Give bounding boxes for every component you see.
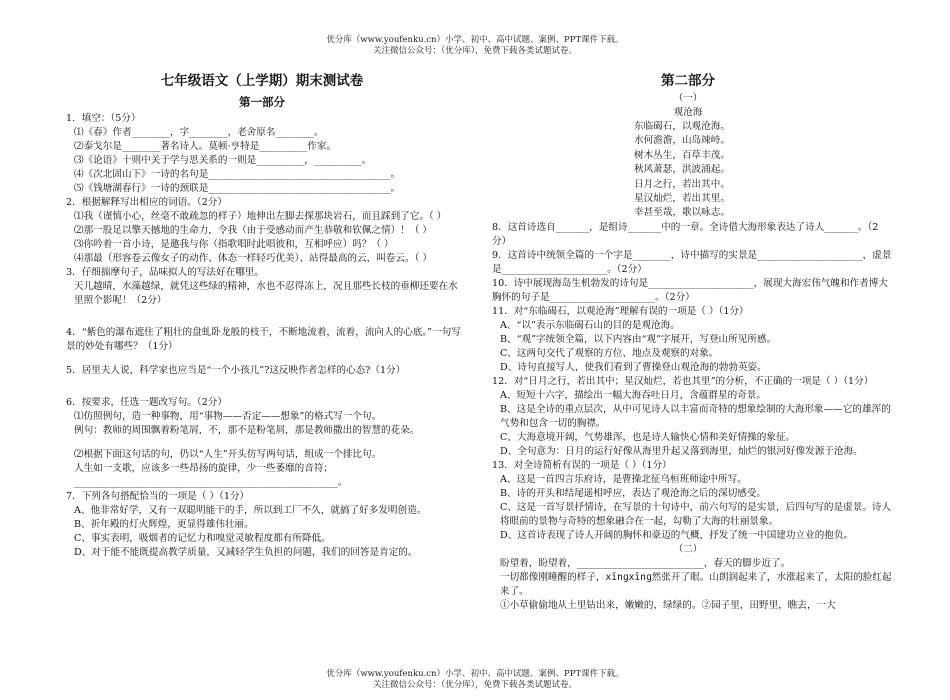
section-one-label: （一） — [673, 93, 703, 104]
prose-paragraph: ①小草偷偷地从土里钻出来，嫩嫩的，绿绿的。②园子里，田野里，瞧去，一大 — [500, 599, 836, 611]
question-7-option-d: D、对于能不能既提高教学质量，又减轻学生负担的问题，我们的回答是肯定的。 — [74, 547, 418, 558]
footer-line-1: 优分库（www.youfenku.cn）小学、初中、高中试题、案例、PPT课件下载。 — [326, 669, 624, 679]
question-3: 3．仔细揣摩句子，品味拟人的写法好在哪里。 — [66, 267, 264, 278]
exam-title: 七年级语文（上学期）期末测试卷 — [160, 73, 364, 89]
question-12-option-c: C、大海意境开阔，气势雄浑，也是诗人输快心情和美好情操的象征。 — [500, 431, 796, 443]
question-11-option-c: C、这两句交代了观察的方位、地点及观察的对象。 — [500, 347, 719, 359]
prose-paragraph: 一切都像刚睡醒的样子，xīnɡxīnɡ然张开了眼。山朗润起来了，水涨起来了，太阳的脸红起来了。 — [500, 571, 892, 597]
poem-line: 幸甚至哉，歌以咏志。 — [634, 207, 730, 219]
left-column — [58, 70, 466, 560]
question-11-option-b: B、“观”字统领全篇，以下内容由“观”字展开，写登山所见所感。 — [500, 333, 777, 345]
question-6: 6．按要求，任选一题改写句。（2分） — [66, 397, 227, 408]
page-footer — [0, 669, 950, 691]
question-1-item: ⑴《春》作者________，字________，老舍原名________。 — [74, 127, 324, 138]
page-header — [0, 35, 950, 57]
question-1-item: ⑶《论语》十则中关于学与思关系的一则是__________，__________。 — [74, 155, 372, 166]
question-12-option-d: D、全句意为：日月的运行好像从海里升起又落到海里，灿烂的银河好像发源于沧海。 — [500, 445, 863, 457]
question-6-example: 例句：教师的周围飘着粉笔屑，不，那不是粉笔屑，那是教师撒出的智慧的花朵。 — [74, 425, 420, 436]
question-7-option-a: A、他非常好学，又有一双聪明能干的手，所以到工厂不久，就搞了好多发明创造。 — [74, 505, 427, 516]
header-line-1: 优分库（www.youfenku.cn）小学、初中、高中试题、案例、PPT课件下载。 — [326, 35, 624, 45]
question-6-item: ⑴仿照例句，造一种事物，用“事物——否定——想象”的格式写一个句。 — [74, 411, 382, 422]
question-6-item: ⑵根据下面这句话的句，仍以“人生”开头仿写两句话，组成一个排比句。 — [74, 449, 382, 460]
question-6-example: 人生如一支歌，应该多一些昂扬的旋律，少一些萎靡的音符； — [74, 463, 334, 474]
question-4: 4．“紫色的瀑布遮住了粗壮的盘虬卧龙般的枝干，不断地流着，流着，流向人的心底。”一句写景的妙处有哪些？（1分） — [66, 327, 461, 352]
question-8: 8．这首诗选自_______，是组诗_______中的一章。全诗借大海形象表达了诗人_______。（2分） — [492, 221, 879, 247]
question-10: 10．诗中展现海岛生机勃发的诗句是______________________，展现大海宏伟气魄和作者博大胸怀的句子是______________________。（2分） — [492, 277, 888, 303]
question-7: 7．下列各句搭配恰当的一项是（ ）（1分） — [66, 491, 250, 502]
poem-line: 日月之行，若出其中。 — [634, 178, 730, 190]
question-1-item: ⑸《钱塘湖春行》一诗的颈联是______________________________________。 — [74, 183, 401, 194]
question-13-option-b: B、诗的开头和结尾遥相呼应，表达了观沧海之后的深切感受。 — [500, 487, 767, 499]
question-9: 9．这首诗中统领全篇的一个字是________，诗中描写的实景是______________________，虚景是______________________。（2分） — [492, 249, 892, 275]
question-12: 12．对“日月之行，若出其中；星汉灿烂，若也其里”的分析，不正确的一项是（ ）（1分） — [492, 375, 874, 387]
footer-line-2: 关注微信公众号：（优分库），免费下载各类试题试卷。 — [372, 680, 577, 690]
header-line-2: 关注微信公众号：（优分库），免费下载各类试题试卷。 — [372, 46, 577, 56]
question-13-option-a: A、这是一首四言乐府诗，是曹操北征乌桓班师途中所写。 — [500, 473, 747, 485]
question-12-option-b: B、这是全诗的重点层次，从中可见诗人以丰富而奇特的想象绘制的大海形象——它的雄浑的气势和包含一切的胸襟。 — [500, 403, 891, 429]
question-7-option-b: B、祈年殿的灯火辉煌，更显得雄伟壮丽。 — [74, 519, 254, 530]
answer-blank: _______________________________________________________。 — [74, 477, 348, 488]
question-11-option-a: A、“以”表示东临碣石山的目的是观沧海。 — [500, 319, 680, 331]
question-11: 11．对“东临碣石，以观沧海”理解有误的一项是（ ）（1分） — [492, 305, 749, 317]
question-2-item: ⑵那一股足以擎天撼地的生命力，令我（由于受感动而产生恭敬和钦佩之情）！（ ） — [74, 225, 433, 236]
question-12-option-a: A、短短十六字，描绘出一幅大海吞吐日月，含蕴群星的奇景。 — [500, 389, 766, 401]
question-5: 5．居里夫人说，科学家也应当是“一个小孩儿”?这反映作者怎样的心态?（1分） — [66, 365, 406, 376]
question-1-item: ⑷《次北固山下》一诗的名句是______________________________________。 — [74, 169, 401, 180]
question-13-option-d: D、这首诗表现了诗人开阔的胸怀和豪迈的气概，抒发了统一中国建功立业的抱负。 — [500, 529, 854, 541]
right-column — [484, 70, 892, 613]
part-one-heading: 第一部分 — [239, 95, 285, 109]
question-13-option-c: C、这是一首写景抒情诗，在写景的十句诗中，前六句写的是实景，后四句写的是虚景。诗人将眼前的景物与奇特的想象融合在一起，勾勒了大海的壮丽景象。 — [500, 501, 892, 527]
question-13: 13．对全诗简析有误的一项是（ ）（1分） — [492, 459, 672, 471]
poem-line: 水何澹澹，山岛竦峙。 — [634, 135, 730, 147]
part-two-heading: 第二部分 — [661, 73, 715, 89]
poem-line: 星汉灿烂，若出其里。 — [634, 193, 730, 205]
question-1: 1．填空：（5分） — [66, 113, 141, 124]
poem-line: 秋风萧瑟，洪波涌起。 — [634, 164, 730, 176]
poem-line: 树木丛生，百草丰茂。 — [634, 149, 730, 161]
poem-line: 东临碣石，以观沧海。 — [634, 121, 730, 132]
poem-title: 观沧海 — [673, 107, 703, 118]
question-2-item: ⑶你吟着一首小诗，是邀我与你（指歌唱时此唱彼和，互相呼应）吗？（ ） — [74, 239, 394, 250]
prose-paragraph: 盼望着，盼望着，______________________，春天的脚步近了。 — [500, 557, 791, 569]
section-two-label: （二） — [673, 543, 703, 555]
question-11-option-d: D、诗句直接写人，使我们看到了曹操登山观沧海的勃勃英姿。 — [500, 361, 767, 373]
question-1-item: ⑵泰戈尔是________著名诗人。莫顿·亨特是__________作家。 — [74, 141, 337, 152]
question-2: 2．根据解释写出相应的词语。（2分） — [66, 197, 227, 208]
question-3-passage: 天儿越晴，水藻越绿，就凭这些绿的精神，水也不忍得冻上，况且那些长枝的垂柳还要在水里照个影呢！（2分） — [74, 281, 458, 306]
question-2-item: ⑷那最（形容卷云像女子的动作、体态一样轻巧优美）、站得最高的云，叫卷云。（ ） — [74, 253, 433, 264]
question-2-item: ⑴我（谨慎小心，丝毫不敢疏忽的样子）地伸出左脚去探那块岩石，而且踩到了它。（ ） — [74, 211, 447, 222]
question-7-option-c: C、事实表明，吸烟者的记忆力和嗅觉灵敏程度都有所降低。 — [74, 533, 331, 544]
